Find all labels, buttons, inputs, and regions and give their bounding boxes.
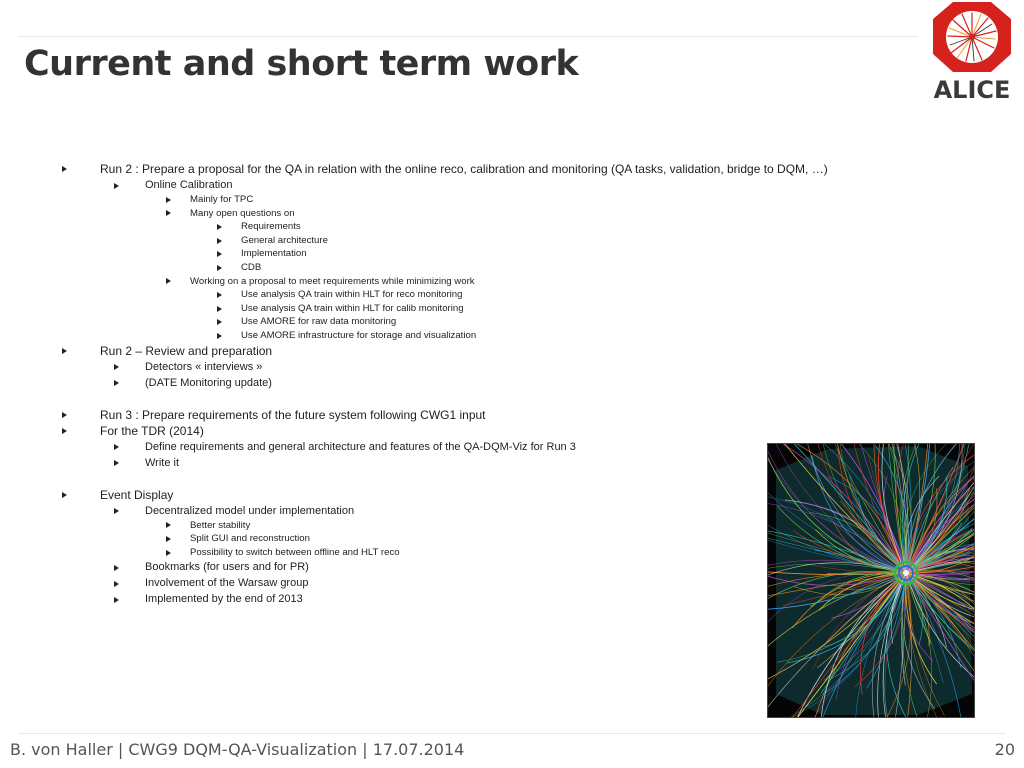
bullet-item-level-2: Decentralized model under implementation (0, 504, 760, 519)
bullet-item-level-2: (DATE Monitoring update) (0, 376, 760, 391)
alice-logo (926, 0, 1018, 104)
bullet-item-level-1: For the TDR (2014) (0, 423, 760, 439)
bullet-item-level-3: Mainly for TPC (0, 193, 760, 207)
bullet-item-level-4: CDB (0, 261, 760, 275)
bullet-item-level-4: Use analysis QA train within HLT for calib monitoring (0, 302, 760, 316)
bullet-item-level-4: General architecture (0, 234, 760, 248)
bullet-item-level-2: Bookmarks (for users and for PR) (0, 560, 760, 575)
bullet-item-level-4: Requirements (0, 220, 760, 234)
bullet-item-level-2: Implemented by the end of 2013 (0, 592, 760, 607)
bullet-item-level-2: Define requirements and general architecture and features of the QA-DQM-Viz for Run 3 (0, 440, 760, 455)
bullet-item-level-1: Run 2 – Review and preparation (0, 343, 760, 359)
bullet-item-level-4: Use AMORE infrastructure for storage and visualization (0, 329, 760, 343)
list-spacer (0, 471, 760, 487)
bullet-item-level-1: Run 2 : Prepare a proposal for the QA in relation with the online reco, calibration and monitoring (QA tasks, validation, bridge to DQM, …) (0, 161, 760, 177)
bullet-item-level-4: Use AMORE for raw data monitoring (0, 315, 760, 329)
bullet-item-level-3: Working on a proposal to meet requirements while minimizing work (0, 275, 760, 289)
logo-text: ALICE (933, 76, 1011, 104)
bullet-item-level-3: Split GUI and reconstruction (0, 532, 760, 546)
collision-vertex (903, 570, 909, 576)
event-display-image (767, 443, 975, 718)
top-divider (18, 36, 918, 37)
bullet-item-level-1: Run 3 : Prepare requirements of the future system following CWG1 input (0, 407, 760, 423)
bullet-item-level-2: Online Calibration (0, 178, 760, 193)
bullet-list (0, 161, 828, 607)
bullet-item-level-3: Better stability (0, 519, 760, 533)
bullet-item-level-2: Detectors « interviews » (0, 360, 760, 375)
bullet-item-level-1: Event Display (0, 487, 760, 503)
footer-text: B. von Haller | CWG9 DQM-QA-Visualization | 17.07.2014 (10, 740, 465, 759)
list-spacer (0, 391, 760, 407)
bullet-item-level-4: Use analysis QA train within HLT for reco monitoring (0, 288, 760, 302)
bullet-item-level-2: Involvement of the Warsaw group (0, 576, 760, 591)
bottom-divider (18, 733, 1006, 734)
bullet-item-level-4: Implementation (0, 247, 760, 261)
bullet-item-level-2: Write it (0, 456, 760, 471)
slide-title: Current and short term work (24, 44, 579, 84)
bullet-item-level-3: Many open questions on (0, 207, 760, 221)
page-number: 20 (994, 740, 1015, 759)
bullet-item-level-3: Possibility to switch between offline and HLT reco (0, 546, 760, 560)
